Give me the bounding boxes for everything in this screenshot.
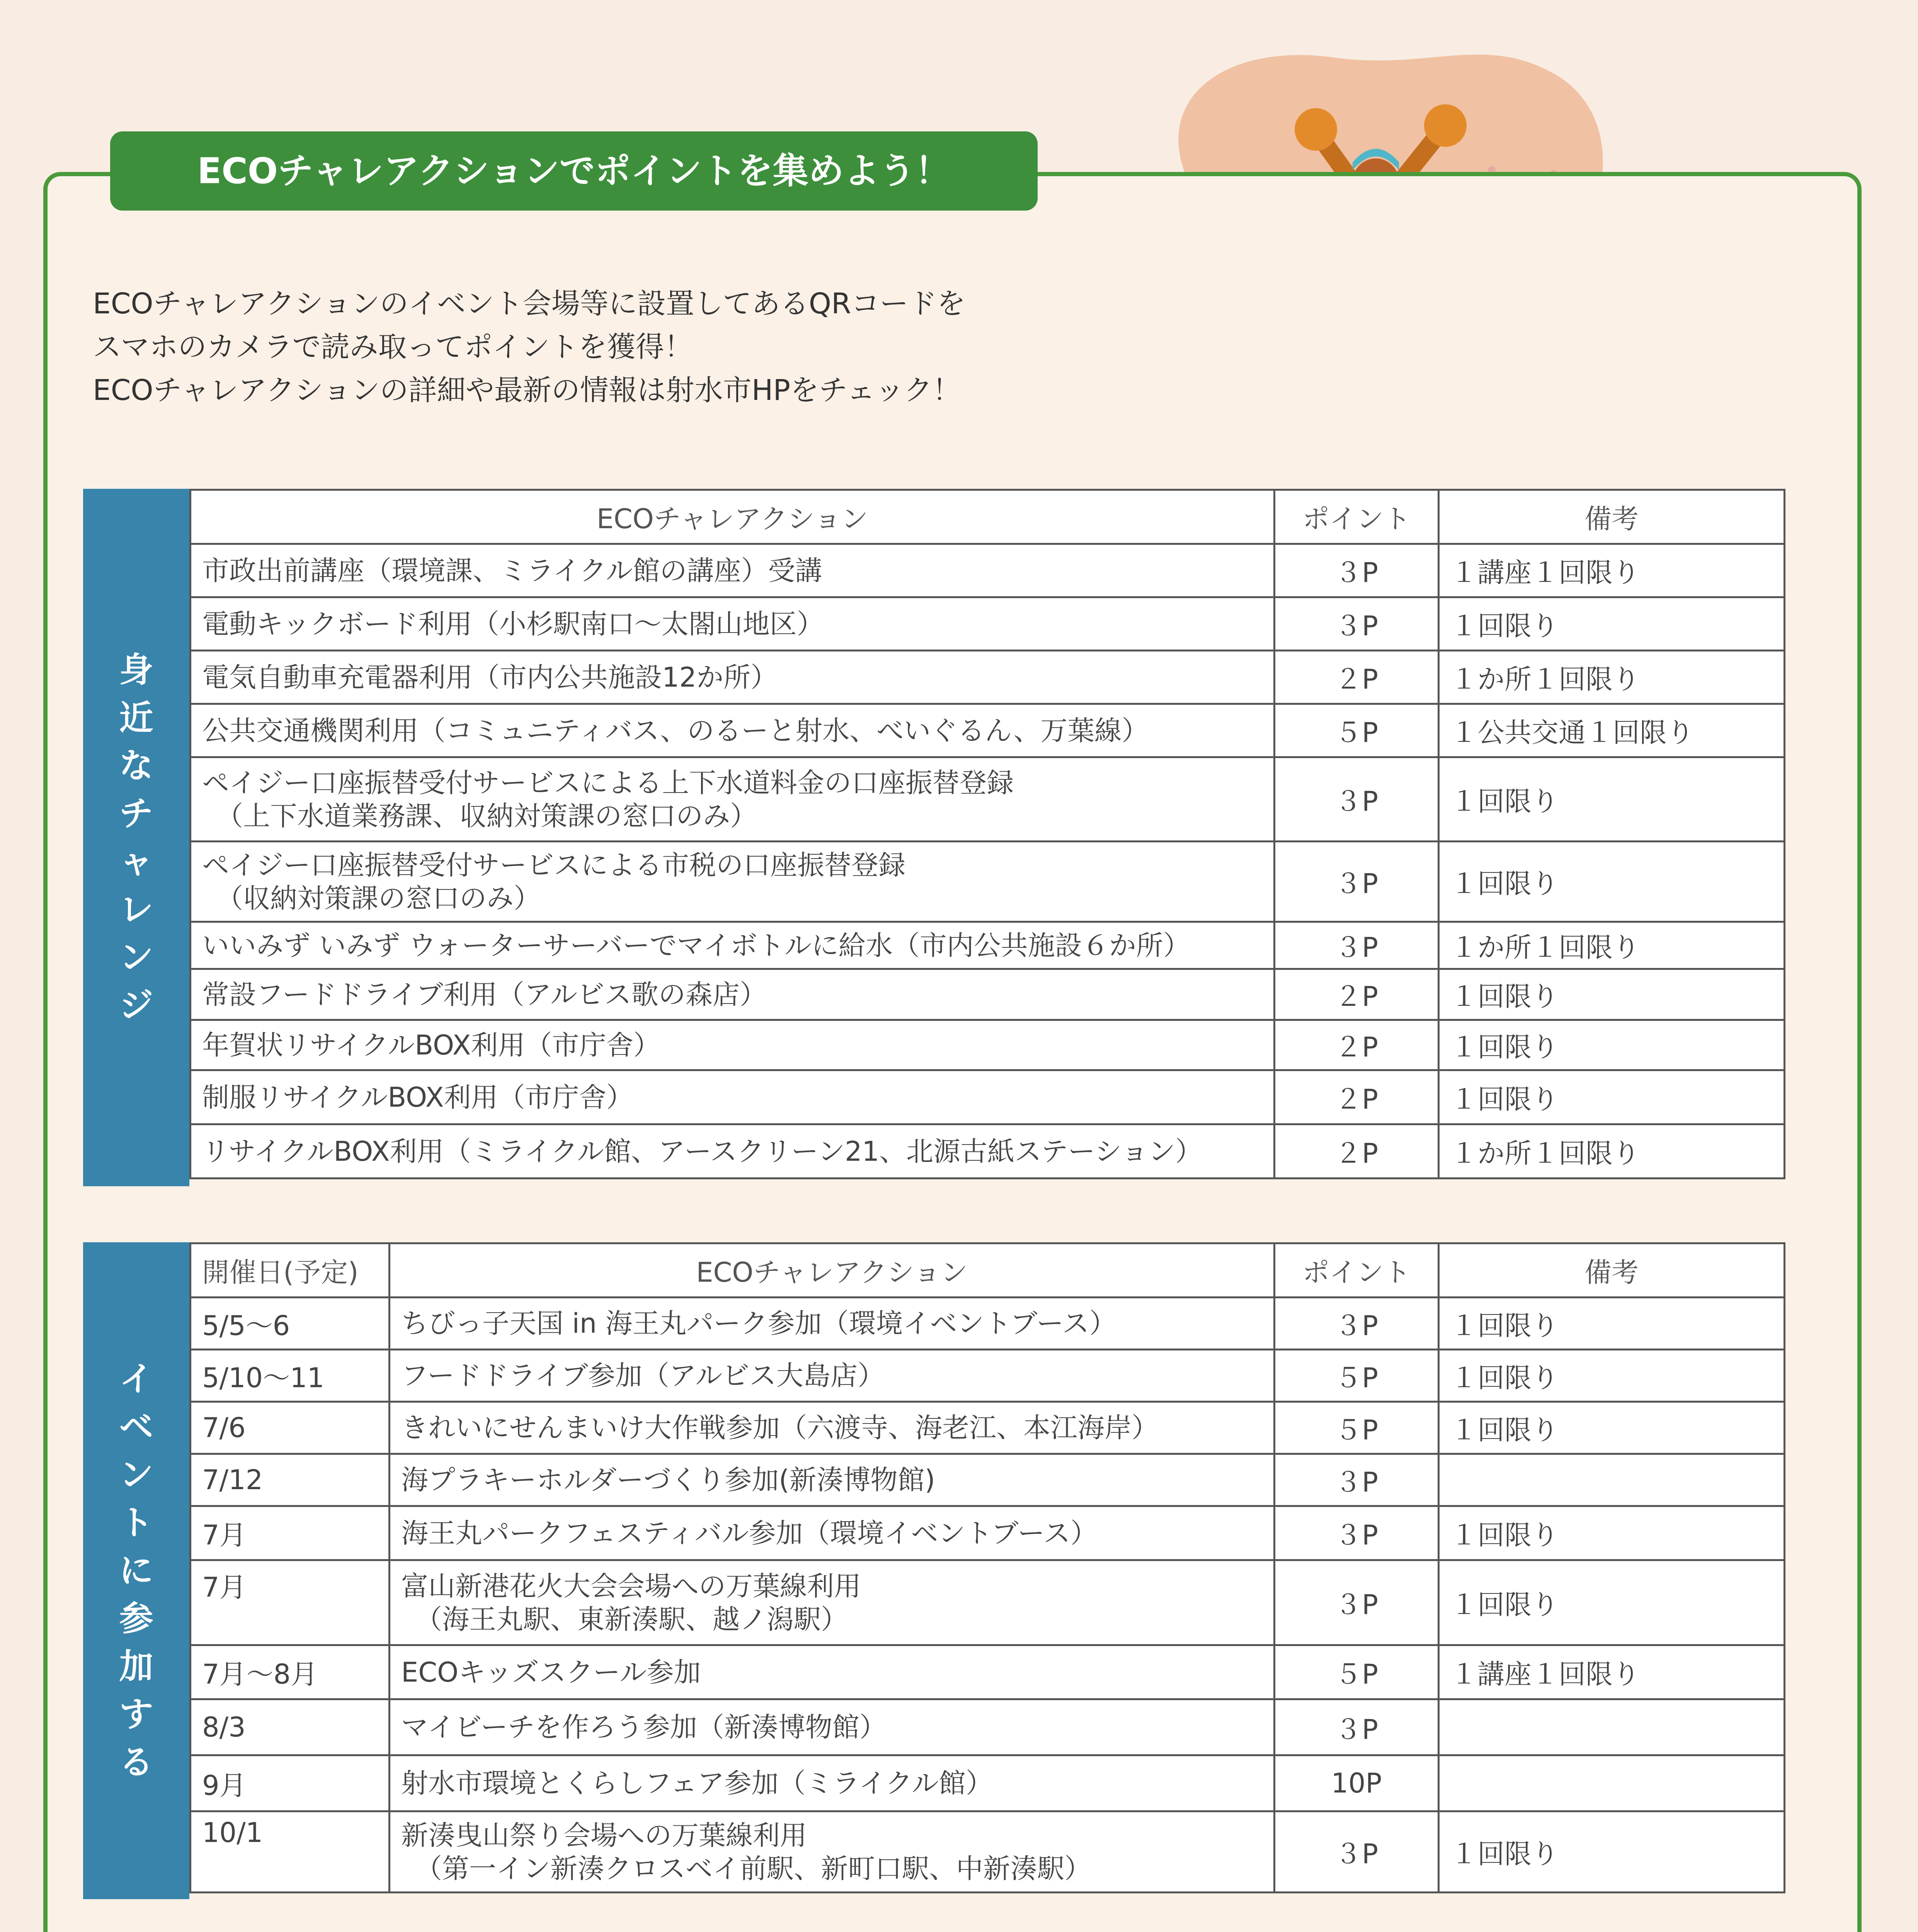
table-row [191, 1402, 1785, 1454]
table-row [191, 1699, 1785, 1755]
action-text: 制服リサイクルBOX利用（市庁舎） [202, 1081, 633, 1113]
table-row [191, 651, 1785, 704]
action-text: 電気自動車充電器利用（市内公共施設12か所） [202, 661, 778, 693]
column-header-points: ポイント [1275, 490, 1439, 544]
section-label-char: イ [119, 1359, 153, 1399]
points-cell: ２P [1275, 651, 1439, 704]
section-label-char: チ [119, 793, 153, 833]
action-cell [191, 1070, 1275, 1124]
note-cell [1439, 1755, 1785, 1811]
points-cell: ５P [1275, 1645, 1439, 1699]
action-cell [390, 1755, 1275, 1811]
note-cell: １回限り [1439, 1298, 1785, 1350]
action-cell [191, 922, 1275, 969]
note-cell: １回限り [1439, 969, 1785, 1020]
action-cell [191, 651, 1275, 704]
table-row [191, 1124, 1785, 1179]
column-header-points: ポイント [1275, 1243, 1439, 1298]
points-cell: ２P [1275, 1020, 1439, 1070]
points-cell: ３P [1275, 1811, 1439, 1893]
column-header-note: 備考 [1439, 490, 1785, 544]
section-label-char: る [119, 1742, 153, 1782]
column-header-note: 備考 [1439, 1243, 1785, 1298]
points-cell: ３P [1275, 1506, 1439, 1560]
points-cell: ３P [1275, 922, 1439, 969]
points-cell: ５P [1275, 704, 1439, 757]
action-text: 射水市環境とくらしフェア参加（ミライクル館） [401, 1767, 993, 1799]
intro-line: ECOチャレアクションのイベント会場等に設置してあるQRコードを [93, 287, 966, 320]
date-cell: 10/1 [191, 1811, 390, 1893]
points-cell: ３P [1275, 757, 1439, 842]
intro-line: スマホのカメラで読み取ってポイントを獲得！ [93, 330, 693, 364]
note-cell: １か所１回限り [1439, 922, 1785, 969]
section-label-char: 参 [119, 1599, 153, 1638]
note-cell: １講座１回限り [1439, 1645, 1785, 1699]
points-cell: ３P [1275, 544, 1439, 597]
note-cell: １講座１回限り [1439, 544, 1785, 597]
action-text: 常設フードドライブ利用（アルビス歌の森店） [202, 978, 767, 1010]
section-label-char: 加 [119, 1646, 153, 1686]
note-cell: １回限り [1439, 1402, 1785, 1454]
table-row [191, 922, 1785, 969]
table-row [191, 1811, 1785, 1893]
note-cell: １か所１回限り [1439, 651, 1785, 704]
action-text: きれいにせんまいけ大作戦参加（六渡寺、海老江、本江海岸） [401, 1412, 1159, 1444]
table-row [191, 1298, 1785, 1350]
table-row [191, 1645, 1785, 1699]
intro-text [93, 282, 1213, 412]
column-header-action: ECOチャレアクション [191, 490, 1275, 544]
section-label-familiar-challenge [83, 489, 189, 1186]
note-cell [1439, 1454, 1785, 1506]
section-label-char: す [119, 1694, 153, 1734]
section-label-char: ャ [119, 841, 153, 881]
note-cell: １回限り [1439, 1070, 1785, 1124]
section-label-char: ト [119, 1503, 153, 1543]
action-text: （上下水道業務課、収納対策課の窓口のみ） [216, 800, 757, 832]
points-cell: ３P [1275, 1560, 1439, 1645]
action-text: 海プラキーホルダーづくり参加(新湊博物館) [401, 1464, 935, 1496]
table-row [191, 757, 1785, 842]
section-label-char: ン [119, 937, 153, 977]
date-cell: 7月～8月 [191, 1645, 390, 1699]
action-text: 年賀状リサイクルBOX利用（市庁舎） [202, 1029, 660, 1061]
points-cell: ３P [1275, 597, 1439, 651]
action-cell [390, 1298, 1275, 1350]
action-cell [390, 1645, 1275, 1699]
page-title: ECOチャレアクションでポイントを集めよう！ [110, 131, 1038, 211]
action-text: 海王丸パークフェスティバル参加（環境イベントブース） [401, 1517, 1098, 1549]
table-row [191, 1560, 1785, 1645]
action-text: フードドライブ参加（アルビス大島店） [401, 1360, 885, 1391]
action-cell [390, 1699, 1275, 1755]
note-cell: １回限り [1439, 1560, 1785, 1645]
table-row [191, 544, 1785, 597]
section-label-join-event [83, 1242, 189, 1899]
date-cell: 9月 [191, 1755, 390, 1811]
action-cell [191, 842, 1275, 922]
points-cell: ３P [1275, 1454, 1439, 1506]
action-text: （第一イン新湊クロスベイ前駅、新町口駅、中新湊駅） [415, 1852, 1091, 1884]
note-cell: １回限り [1439, 1020, 1785, 1070]
action-cell [390, 1350, 1275, 1402]
points-cell: ２P [1275, 1124, 1439, 1179]
action-cell [191, 1020, 1275, 1070]
table-row [191, 1755, 1785, 1811]
action-text: ECOキッズスクール参加 [401, 1656, 701, 1688]
note-cell: １回限り [1439, 1350, 1785, 1402]
action-cell [191, 969, 1275, 1020]
date-cell: 7/6 [191, 1402, 390, 1454]
table-row [191, 969, 1785, 1020]
table-row [191, 704, 1785, 757]
date-cell: 8/3 [191, 1699, 390, 1755]
note-cell: １公共交通１回限り [1439, 704, 1785, 757]
points-cell: 10P [1275, 1755, 1439, 1811]
action-text: リサイクルBOX利用（ミライクル館、アースクリーン21、北源古紙ステーション） [202, 1135, 1202, 1167]
points-cell: ３P [1275, 842, 1439, 922]
action-cell [191, 1124, 1275, 1179]
action-cell [191, 597, 1275, 651]
action-cell [191, 704, 1275, 757]
table-header-row [191, 1243, 1785, 1298]
section-label-char: ン [119, 1455, 153, 1495]
points-cell: ３P [1275, 1699, 1439, 1755]
action-text: 公共交通機関利用（コミュニティバス、のるーと射水、べいぐるん、万葉線） [202, 714, 1149, 747]
table-row [191, 1506, 1785, 1560]
familiar-challenge-table [189, 489, 1785, 1179]
action-text: 市政出前講座（環境課、ミライクル館の講座）受講 [202, 554, 822, 587]
table-row [191, 1020, 1785, 1070]
note-cell: １回限り [1439, 842, 1785, 922]
event-table [189, 1242, 1785, 1893]
note-cell: １回限り [1439, 757, 1785, 842]
action-cell [390, 1454, 1275, 1506]
action-text: （海王丸駅、東新湊駅、越ノ潟駅） [415, 1603, 848, 1635]
action-text: 電動キックボード利用（小杉駅南口～太閤山地区） [202, 608, 824, 640]
note-cell: １か所１回限り [1439, 1124, 1785, 1179]
section-label-char: に [119, 1551, 153, 1590]
date-cell: 5/5～6 [191, 1298, 390, 1350]
section-label-char: ベ [119, 1407, 153, 1447]
date-cell: 7月 [191, 1560, 390, 1645]
action-cell [390, 1560, 1275, 1645]
table-row [191, 597, 1785, 651]
action-text: （収納対策課の窓口のみ） [216, 882, 541, 914]
action-cell [191, 544, 1275, 597]
table-row [191, 1070, 1785, 1124]
section-label-char: レ [119, 889, 153, 929]
date-cell: 5/10～11 [191, 1350, 390, 1402]
table-header-row [191, 490, 1785, 544]
action-cell [390, 1811, 1275, 1893]
action-text: マイビーチを作ろう参加（新湊博物館） [401, 1711, 887, 1743]
action-text: 富山新港花火大会会場への万葉線利用 [401, 1570, 861, 1602]
points-cell: ２P [1275, 969, 1439, 1020]
section-label-char: な [119, 745, 153, 786]
table-row [191, 1350, 1785, 1402]
date-cell: 7/12 [191, 1454, 390, 1506]
points-cell: ５P [1275, 1402, 1439, 1454]
action-text: いいみず いみず ウォーターサーバーでマイボトルに給水（市内公共施設６か所） [202, 929, 1190, 961]
action-text: ペイジー口座振替受付サービスによる上下水道料金の口座振替登録 [202, 767, 1014, 799]
date-cell: 7月 [191, 1506, 390, 1560]
column-header-date: 開催日(予定) [191, 1243, 390, 1298]
action-text: 新湊曳山祭り会場への万葉線利用 [401, 1819, 807, 1851]
points-cell: ３P [1275, 1298, 1439, 1350]
action-text: ペイジー口座振替受付サービスによる市税の口座振替登録 [202, 849, 905, 881]
section-label-char: ジ [119, 985, 153, 1025]
action-cell [191, 757, 1275, 842]
column-header-action: ECOチャレアクション [390, 1243, 1275, 1298]
note-cell: １回限り [1439, 1811, 1785, 1893]
points-cell: ５P [1275, 1350, 1439, 1402]
section-label-char: 身 [119, 650, 153, 690]
action-text: ちびっ子天国 in 海王丸パーク参加（環境イベントブース） [401, 1308, 1116, 1339]
intro-line: ECOチャレアクションの詳細や最新の情報は射水市HPをチェック！ [93, 374, 961, 407]
table-row [191, 842, 1785, 922]
note-cell [1439, 1699, 1785, 1755]
points-cell: ２P [1275, 1070, 1439, 1124]
action-cell [390, 1506, 1275, 1560]
action-cell [390, 1402, 1275, 1454]
section-label-char: 近 [119, 697, 153, 738]
note-cell: １回限り [1439, 597, 1785, 651]
note-cell: １回限り [1439, 1506, 1785, 1560]
table-row [191, 1454, 1785, 1506]
